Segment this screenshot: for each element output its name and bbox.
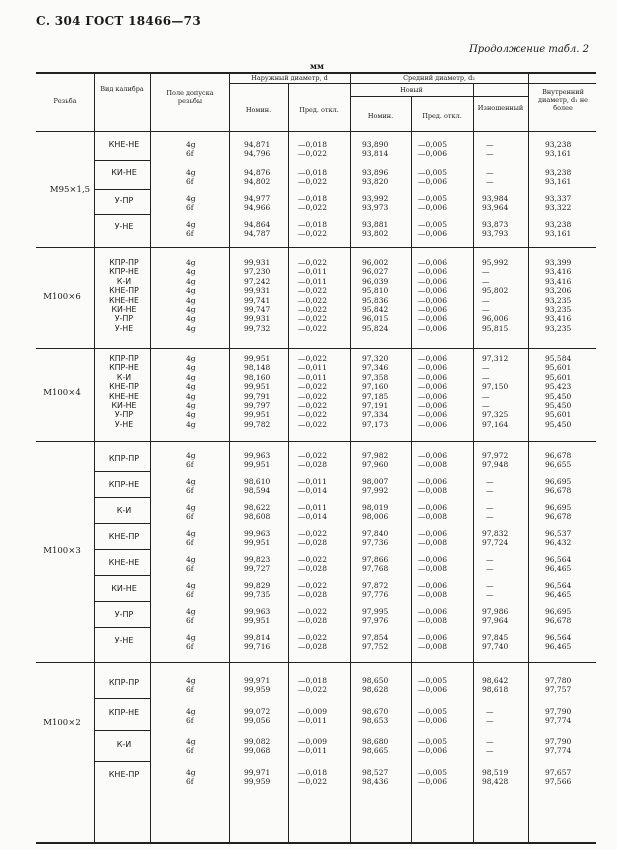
- d2-cell: 97,866 97,768: [362, 555, 389, 574]
- d1-cell: 93,238 93,161: [545, 220, 572, 239]
- d2-cell: 97,995 97,976: [362, 607, 389, 626]
- d2-cell: 93,896 93,820: [362, 168, 389, 187]
- page-title: С. 304 ГОСТ 18466—73: [36, 14, 201, 28]
- gauge-name: КИ-НЕ: [111, 168, 137, 177]
- d-cell: 98,610 98,594: [244, 477, 271, 496]
- dev2-cell: —0,006 —0,008: [418, 451, 447, 470]
- dev-cell: —0,009 —0,011: [298, 737, 327, 756]
- d2-cell: 96,002 96,027 96,039 95,810 95,836 95,842 96,015 95,824: [362, 258, 389, 333]
- d1-cell: 96,695 96,678: [545, 503, 572, 522]
- d1-cell: 95,584 95,601 95,601 95,423 95,450 95,450 95,601 95,450: [545, 354, 572, 429]
- tolerance-cell: 4g 6f: [186, 676, 196, 695]
- d-cell: 94,977 94,966: [244, 194, 271, 213]
- d1-cell: 93,238 93,161: [545, 140, 572, 159]
- worn-cell: — —: [486, 581, 494, 600]
- tolerance-cell: 4g 4g 4g 4g 4g 4g 4g 4g: [186, 258, 196, 333]
- d-cell: 94,876 94,802: [244, 168, 271, 187]
- dev2-cell: —0,006 —0,006 —0,006 —0,006 —0,006 —0,006 —0,006 —0,006: [418, 258, 447, 333]
- d1-cell: 97,790 97,774: [545, 737, 572, 756]
- tolerance-cell: 4g 6f: [186, 633, 196, 652]
- d2-cell: 98,019 98,006: [362, 503, 389, 522]
- d-cell: 99,931 97,230 97,242 99,931 99,741 99,747 99,931 99,732: [244, 258, 271, 333]
- tolerance-cell: 4g 6f: [186, 477, 196, 496]
- d-cell: 99,951 98,148 98,160 99,951 99,791 99,797 99,951 99,782: [244, 354, 271, 429]
- d1-cell: 93,238 93,161: [545, 168, 572, 187]
- tolerance-cell: 4g 6f: [186, 503, 196, 522]
- gauge-name: КНЕ-ПР: [108, 770, 140, 779]
- dev-cell: —0,022 —0,028: [298, 633, 327, 652]
- d-cell: 99,971 99,959: [244, 768, 271, 787]
- d2-cell: 97,320 97,346 97,358 97,160 97,185 97,191 97,334 97,173: [362, 354, 389, 429]
- col-nominal: Номин.: [245, 106, 272, 114]
- dev-cell: —0,009 —0,011: [298, 707, 327, 726]
- worn-cell: — —: [486, 737, 494, 756]
- d2-cell: 97,982 97,960: [362, 451, 389, 470]
- dev2-cell: —0,006 —0,008: [418, 529, 447, 548]
- d-cell: 99,823 99,727: [244, 555, 271, 574]
- d-cell: 94,871 94,796: [244, 140, 271, 159]
- col-deviation: Пред. откл.: [299, 106, 339, 114]
- dev-cell: —0,018 —0,022: [298, 168, 327, 187]
- gauge-name: КПР-НЕ: [108, 480, 140, 489]
- dev2-cell: —0,005 —0,006: [418, 140, 447, 159]
- gauge-name: У-ПР: [114, 196, 134, 205]
- tolerance-cell: 4g 6f: [186, 194, 196, 213]
- worn-cell: 97,832 97,724: [482, 529, 509, 548]
- worn-cell: — —: [486, 707, 494, 726]
- dev2-cell: —0,005 —0,006: [418, 737, 447, 756]
- tolerance-cell: 4g 6f: [186, 581, 196, 600]
- d-cell: 99,963 99,951: [244, 529, 271, 548]
- col-pitch-diameter: Средний диаметр, d₂: [403, 74, 475, 82]
- dev2-cell: —0,005 —0,006: [418, 676, 447, 695]
- gauge-name: КНЕ-ПР: [108, 532, 140, 541]
- worn-cell: 97,312 — — 97,150 — — 97,325 97,164: [482, 354, 509, 429]
- worn-cell: 93,873 93,793: [482, 220, 509, 239]
- worn-cell: — —: [486, 503, 494, 522]
- col-tolerance: Поле допуска резьбы: [166, 89, 214, 105]
- dev2-cell: —0,006 —0,008: [418, 581, 447, 600]
- d2-cell: 97,854 97,752: [362, 633, 389, 652]
- gauge-name: КПР-ПР: [108, 454, 140, 463]
- d2-cell: 98,680 98,665: [362, 737, 389, 756]
- d2-cell: 98,650 98,628: [362, 676, 389, 695]
- dev-cell: —0,022 —0,011 —0,011 —0,022 —0,022 —0,022 —0,022 —0,022: [298, 354, 327, 429]
- worn-cell: 95,992 — — 95,802 — — 96,006 95,815: [482, 258, 509, 333]
- dev-cell: —0,018 —0,022: [298, 194, 327, 213]
- d1-cell: 97,790 97,774: [545, 707, 572, 726]
- tolerance-cell: 4g 6f: [186, 220, 196, 239]
- col-thread: Резьба: [53, 97, 77, 105]
- d-cell: 99,082 99,068: [244, 737, 271, 756]
- d-cell: 99,814 99,716: [244, 633, 271, 652]
- gauge-name-list: КПР-ПР КПР-НЕ К-И КНЕ-ПР КНЕ-НЕ КИ-НЕ У-ПР У-НЕ: [109, 258, 139, 333]
- tolerance-cell: 4g 6f: [186, 168, 196, 187]
- col-worn: Изношенный: [477, 104, 524, 112]
- d-cell: 99,963 99,951: [244, 451, 271, 470]
- tolerance-cell: 4g 6f: [186, 707, 196, 726]
- d1-cell: 96,564 96,465: [545, 581, 572, 600]
- continuation-label: Продолжение табл. 2: [469, 44, 589, 55]
- d1-cell: 96,537 96,432: [545, 529, 572, 548]
- d1-cell: 97,780 97,757: [545, 676, 572, 695]
- thread-label: M100×3: [43, 546, 81, 556]
- d-cell: 99,072 99,056: [244, 707, 271, 726]
- dev2-cell: —0,005 —0,006: [418, 220, 447, 239]
- dev2-cell: —0,005 —0,006: [418, 194, 447, 213]
- dev2-cell: —0,006 —0,008: [418, 555, 447, 574]
- thread-label: M95×1,5: [49, 185, 91, 195]
- gauge-name: К-И: [116, 506, 132, 515]
- dev-cell: —0,018 —0,022: [298, 768, 327, 787]
- col-deviation2: Пред. откл.: [422, 112, 462, 120]
- d2-cell: 98,007 97,992: [362, 477, 389, 496]
- d1-cell: 93,399 93,416 93,416 93,206 93,235 93,235 93,416 93,235: [545, 258, 572, 333]
- d-cell: 99,963 99,951: [244, 607, 271, 626]
- worn-cell: 97,986 97,964: [482, 607, 509, 626]
- d2-cell: 98,527 98,436: [362, 768, 389, 787]
- dev2-cell: —0,006 —0,008: [418, 503, 447, 522]
- gauge-name: КИ-НЕ: [111, 584, 137, 593]
- dev-cell: —0,022 —0,028: [298, 607, 327, 626]
- dev-cell: —0,022 —0,011 —0,011 —0,022 —0,022 —0,022 —0,022 —0,022: [298, 258, 327, 333]
- dev2-cell: —0,005 —0,006: [418, 707, 447, 726]
- d1-cell: 97,657 97,566: [545, 768, 572, 787]
- tolerance-cell: 4g 6f: [186, 737, 196, 756]
- d-cell: 99,971 99,959: [244, 676, 271, 695]
- tolerance-cell: 4g 6f: [186, 529, 196, 548]
- d1-cell: 96,564 96,465: [545, 555, 572, 574]
- tolerance-cell: 4g 6f: [186, 140, 196, 159]
- col-inner-diameter: Внутренний диаметр, d₁ не более: [537, 88, 588, 112]
- worn-cell: — —: [486, 555, 494, 574]
- tolerance-cell: 4g 4g 4g 4g 4g 4g 4g 4g: [186, 354, 196, 429]
- gauge-name: У-НЕ: [114, 636, 134, 645]
- gauge-name: КНЕ-НЕ: [108, 558, 140, 567]
- unit-label: мм: [310, 61, 324, 71]
- d2-cell: 97,840 97,736: [362, 529, 389, 548]
- gauge-name: КНЕ-НЕ: [108, 140, 140, 149]
- gauge-name-list: КПР-ПР КПР-НЕ К-И КНЕ-ПР КНЕ-НЕ КИ-НЕ У-ПР У-НЕ: [109, 354, 139, 429]
- worn-cell: 93,984 93,964: [482, 194, 509, 213]
- gauge-name: У-ПР: [114, 610, 134, 619]
- gauge-name: КПР-ПР: [108, 678, 140, 687]
- d1-cell: 96,695 96,678: [545, 607, 572, 626]
- d2-cell: 98,670 98,653: [362, 707, 389, 726]
- d1-cell: 93,337 93,322: [545, 194, 572, 213]
- d1-cell: 96,695 96,678: [545, 477, 572, 496]
- dev2-cell: —0,005 —0,006: [418, 168, 447, 187]
- dev-cell: —0,018 —0,022: [298, 676, 327, 695]
- tolerance-cell: 4g 6f: [186, 607, 196, 626]
- dev-cell: —0,018 —0,022: [298, 220, 327, 239]
- dev-cell: —0,011 —0,014: [298, 477, 327, 496]
- tolerance-cell: 4g 6f: [186, 768, 196, 787]
- dev-cell: —0,018 —0,022: [298, 140, 327, 159]
- worn-cell: — —: [486, 140, 494, 159]
- dev2-cell: —0,006 —0,008: [418, 477, 447, 496]
- col-gauge-type: Вид калибра: [100, 85, 144, 93]
- thread-label: M100×6: [43, 292, 81, 302]
- tolerance-cell: 4g 6f: [186, 555, 196, 574]
- dev2-cell: —0,006 —0,008: [418, 633, 447, 652]
- d1-cell: 96,564 96,465: [545, 633, 572, 652]
- thread-label: M100×2: [43, 718, 81, 728]
- d2-cell: 93,890 93,814: [362, 140, 389, 159]
- worn-cell: 98,519 98,428: [482, 768, 509, 787]
- d2-cell: 97,872 97,776: [362, 581, 389, 600]
- d-cell: 94,864 94,787: [244, 220, 271, 239]
- gauge-name: К-И: [116, 740, 132, 749]
- dev2-cell: —0,006 —0,006 —0,006 —0,006 —0,006 —0,006 —0,006 —0,006: [418, 354, 447, 429]
- col-new: Новый: [400, 86, 423, 94]
- gauge-name: КПР-НЕ: [108, 708, 140, 717]
- worn-cell: — —: [486, 477, 494, 496]
- d2-cell: 93,881 93,802: [362, 220, 389, 239]
- tolerance-cell: 4g 6f: [186, 451, 196, 470]
- dev-cell: —0,022 —0,028: [298, 581, 327, 600]
- d1-cell: 96,678 96,655: [545, 451, 572, 470]
- worn-cell: 98,642 98,618: [482, 676, 509, 695]
- d-cell: 99,829 99,735: [244, 581, 271, 600]
- dev-cell: —0,022 —0,028: [298, 451, 327, 470]
- dev2-cell: —0,005 —0,006: [418, 768, 447, 787]
- worn-cell: — —: [486, 168, 494, 187]
- gauge-name: У-НЕ: [114, 222, 134, 231]
- thread-label: M100×4: [43, 388, 81, 398]
- worn-cell: 97,845 97,740: [482, 633, 509, 652]
- d2-cell: 93,992 93,973: [362, 194, 389, 213]
- dev-cell: —0,011 —0,014: [298, 503, 327, 522]
- dev2-cell: —0,006 —0,008: [418, 607, 447, 626]
- col-outer-diameter: Наружный диаметр, d: [251, 74, 328, 82]
- dev-cell: —0,022 —0,028: [298, 555, 327, 574]
- d-cell: 98,622 98,608: [244, 503, 271, 522]
- worn-cell: 97,972 97,948: [482, 451, 509, 470]
- dev-cell: —0,022 —0,028: [298, 529, 327, 548]
- col-nominal2: Номин.: [367, 112, 394, 120]
